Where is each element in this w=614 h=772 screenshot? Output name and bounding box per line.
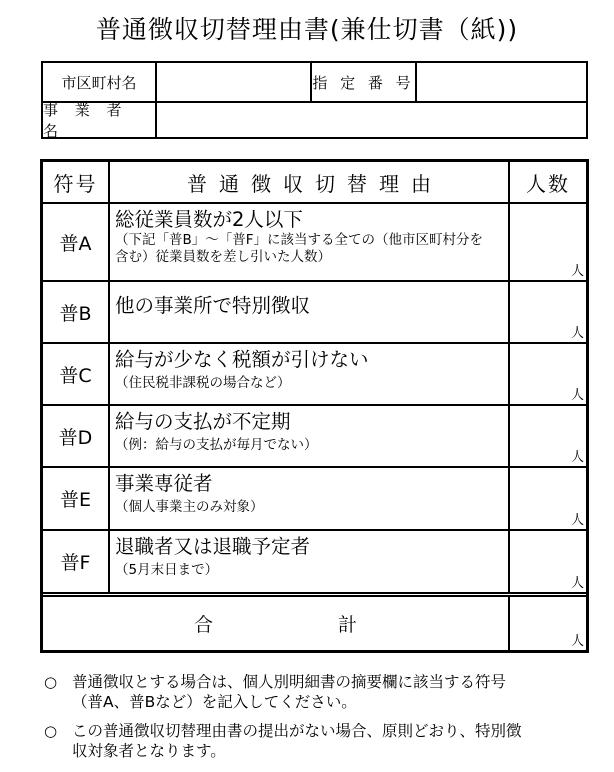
table-row-a: [43, 204, 586, 282]
note-text-cont: （普A、普Bなど）を記入してください。: [72, 693, 357, 711]
row-code: 普D: [43, 406, 110, 466]
reason-table: [40, 159, 589, 653]
note-text: この普通徴収切替理由書の提出がない場合、原則どおり、特別徴: [72, 722, 522, 740]
row-reason: 事業専従者: [115, 472, 213, 495]
count-field[interactable]: [510, 204, 586, 280]
unit-label: 人: [570, 634, 584, 649]
row-code: 普E: [43, 468, 110, 529]
circle-bullet-icon: ○: [44, 673, 58, 691]
business-name-label: 事 業 者 名: [43, 101, 157, 139]
header-reason: 普通徴収切替理由: [110, 162, 510, 202]
row-reason-cell: [110, 531, 510, 592]
count-field[interactable]: [510, 531, 586, 592]
info-row-municipality: [43, 63, 586, 103]
note-item: [44, 721, 604, 761]
note-text: 普通徴収とする場合は、個人別明細書の摘要欄に該当する符号: [72, 673, 507, 691]
row-reason: 給与が少なく税額が引けない: [115, 348, 369, 371]
count-field[interactable]: [510, 406, 586, 466]
unit-label: 人: [570, 450, 584, 465]
document-title: 普通徴収切替理由書(兼仕切書（紙)): [95, 15, 519, 44]
total-label-cell: [43, 597, 510, 650]
circle-bullet-icon: ○: [44, 722, 58, 740]
table-row-d: [43, 406, 586, 468]
header-count: 人数: [526, 171, 570, 196]
unit-label: 人: [570, 264, 584, 279]
table-row-b: [43, 282, 586, 344]
table-total-row: [43, 592, 586, 650]
total-label-part2: 計: [338, 614, 358, 636]
municipality-field[interactable]: [157, 63, 312, 101]
row-code: 普A: [43, 204, 110, 280]
row-reason-cell: [110, 282, 510, 342]
total-count-field[interactable]: [510, 597, 586, 650]
table-row-c: [43, 344, 586, 406]
municipality-label: 市区町村名: [43, 63, 157, 101]
row-reason-cell: [110, 204, 510, 280]
count-field[interactable]: [510, 344, 586, 404]
table-row-f: [43, 531, 586, 592]
business-name-field[interactable]: [157, 101, 586, 139]
row-reason: 他の事業所で特別徴収: [115, 294, 311, 317]
row-reason-note: （個人事業主のみ対象）: [115, 499, 264, 515]
unit-label: 人: [570, 388, 584, 403]
unit-label: 人: [570, 326, 584, 341]
count-field[interactable]: [510, 468, 586, 529]
note-text-cont: 収対象者となります。: [72, 742, 226, 760]
total-label-part1: 合: [193, 614, 213, 636]
table-row-e: [43, 468, 586, 531]
row-reason-note: （例：給与の支払が毎月でない）: [115, 437, 318, 453]
row-code: 普B: [43, 282, 110, 342]
row-reason-note-cont: 含む）従業員数を差し引いた人数）: [115, 249, 331, 265]
row-reason-cell: [110, 468, 510, 529]
row-reason-cell: [110, 406, 510, 466]
business-info-table: [41, 61, 588, 139]
designation-number-label: 指 定 番 号: [312, 63, 417, 101]
row-reason-note: （5月末日まで）: [115, 562, 219, 578]
row-code: 普F: [43, 531, 110, 592]
header-code: 符号: [43, 162, 110, 202]
row-reason-note: （下記「普B」～「普F」に該当する全ての（他市区町村分を: [115, 232, 484, 248]
info-row-business: [43, 101, 586, 139]
row-reason-note: （住民税非課税の場合など）: [115, 375, 291, 391]
row-reason: 給与の支払が不定期: [115, 410, 291, 433]
note-item: [44, 672, 604, 712]
table-header-row: [43, 162, 586, 204]
row-reason-cell: [110, 344, 510, 404]
row-reason: 退職者又は退職予定者: [115, 535, 311, 558]
count-field[interactable]: [510, 282, 586, 342]
unit-label: 人: [570, 576, 584, 591]
designation-number-field[interactable]: [417, 63, 586, 101]
instructions: [44, 672, 604, 770]
row-code: 普C: [43, 344, 110, 404]
unit-label: 人: [570, 513, 584, 528]
row-reason: 総従業員数が2人以下: [115, 208, 303, 231]
